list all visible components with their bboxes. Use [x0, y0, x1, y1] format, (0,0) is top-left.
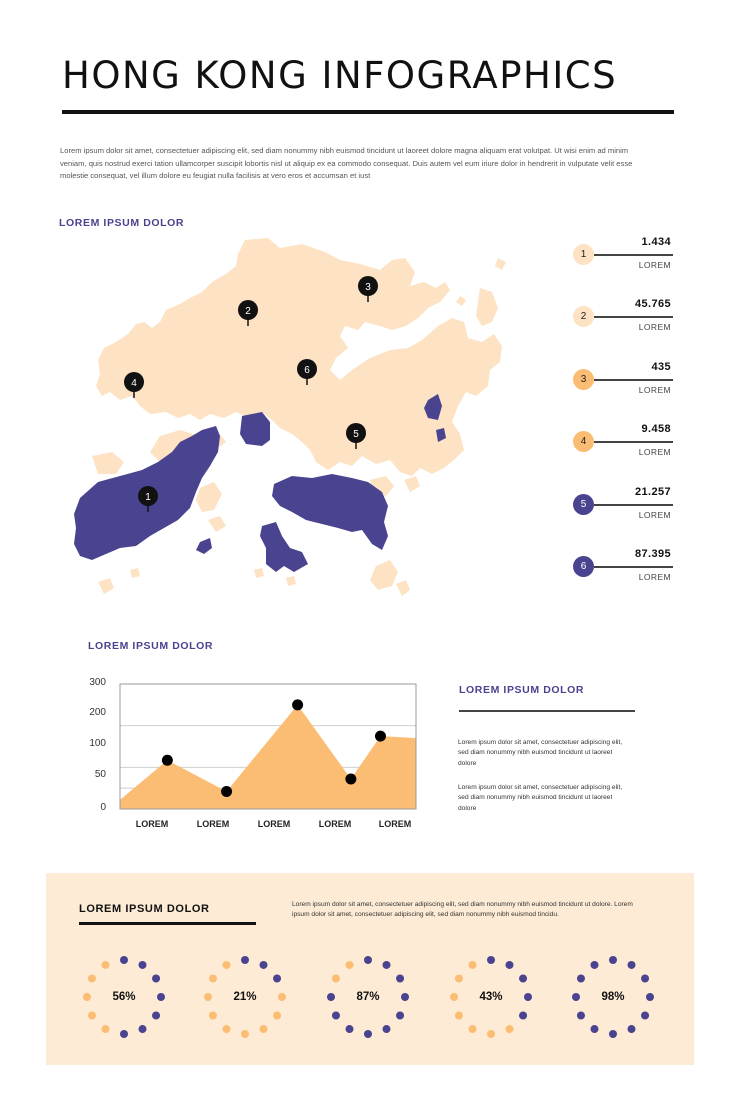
stat-label: LOREM	[638, 385, 671, 395]
intro-paragraph: Lorem ipsum dolor sit amet, consectetuer adipiscing elit, sed diam nonummy nibh euismod tincidunt ut laoreet dolore magna aliquam erat volutpat. Ut wisi enim ad minim veniam, quis nostrud exerci tation ullamcorper suscipit lobortis nisl ut aliquip ex ea commodo consequat. Duis autem vel eum iriure dolor in hendrerit in vulputate velit esse molestie consequat, vel illum dolore eu feugiat nulla facilisis at vero eros et accumsan et iust	[60, 146, 633, 180]
percent-ring-value: 43%	[479, 991, 503, 1003]
x-tick-label: LOREM	[135, 819, 169, 829]
page-title: HONG KONG INFOGRAPHICS	[62, 54, 618, 97]
stat-number-badge: 4	[573, 431, 594, 452]
stat-label: LOREM	[638, 322, 671, 332]
x-tick-label: LOREM	[257, 819, 291, 829]
chart-section-label: LOREM IPSUM DOLOR	[88, 640, 214, 652]
stat-value: 435	[651, 361, 671, 373]
side-divider	[459, 710, 635, 712]
stat-value: 87.395	[634, 548, 671, 560]
stat-row	[573, 361, 673, 401]
chart-data-point	[162, 755, 173, 766]
y-tick-label: 0	[100, 802, 106, 813]
map-section-label: LOREM IPSUM DOLOR	[59, 217, 185, 229]
stat-label: LOREM	[638, 260, 671, 270]
map-pin-5-label: 5	[353, 429, 359, 440]
stat-value: 9.458	[641, 423, 671, 435]
stat-row	[573, 236, 673, 276]
panel-title: LOREM IPSUM DOLOR	[79, 903, 210, 915]
stat-row	[573, 298, 673, 338]
stat-row	[573, 486, 673, 526]
stat-label: LOREM	[638, 447, 671, 457]
stat-divider	[594, 254, 673, 256]
percent-ring-value: 21%	[233, 991, 257, 1003]
map-pin-1-label: 1	[145, 492, 151, 503]
x-tick-label: LOREM	[196, 819, 230, 829]
x-tick-label: LOREM	[318, 819, 352, 829]
stat-divider	[594, 504, 673, 506]
stat-number-badge: 2	[573, 306, 594, 327]
stat-divider	[594, 379, 673, 381]
chart-x-ticks	[136, 819, 412, 829]
stat-row	[573, 423, 673, 463]
y-tick-label: 300	[89, 677, 106, 688]
hong-kong-map	[40, 230, 520, 610]
map-pin-3-label: 3	[365, 282, 371, 293]
stat-value: 45.765	[634, 298, 671, 310]
percent-ring-value: 56%	[112, 991, 136, 1003]
chart-data-point	[375, 731, 386, 742]
percent-ring	[449, 955, 533, 1039]
y-tick-label: 100	[89, 738, 106, 749]
chart-y-ticks	[89, 677, 106, 813]
percent-ring-value: 98%	[601, 991, 625, 1003]
stat-divider	[594, 316, 673, 318]
stat-value: 21.257	[634, 486, 671, 498]
area-chart	[80, 670, 425, 835]
percent-ring	[326, 955, 410, 1039]
stat-number-badge: 3	[573, 369, 594, 390]
stat-label: LOREM	[638, 572, 671, 582]
y-tick-label: 50	[94, 769, 106, 780]
side-paragraph-2: Lorem ipsum dolor sit amet, consectetuer adipiscing elit, sed diam nonummy nibh euismod tincidunt ut laoreet dolore	[458, 784, 623, 812]
percent-ring-value: 87%	[356, 991, 380, 1003]
chart-data-point	[345, 774, 356, 785]
stat-label: LOREM	[638, 510, 671, 520]
stat-value: 1.434	[641, 236, 671, 248]
stat-divider	[594, 566, 673, 568]
y-tick-label: 200	[89, 707, 106, 718]
side-section-title: LOREM IPSUM DOLOR	[459, 684, 585, 696]
percent-ring	[571, 955, 655, 1039]
x-tick-label: LOREM	[378, 819, 412, 829]
map-pin-6-label: 6	[304, 365, 310, 376]
percent-ring	[203, 955, 287, 1039]
percent-ring	[82, 955, 166, 1039]
stat-row	[573, 548, 673, 588]
stat-number-badge: 1	[573, 244, 594, 265]
chart-data-point	[292, 699, 303, 710]
panel-divider	[79, 922, 256, 925]
chart-data-point	[221, 786, 232, 797]
title-divider	[62, 110, 674, 114]
stat-number-badge: 6	[573, 556, 594, 577]
stat-divider	[594, 441, 673, 443]
panel-text: Lorem ipsum dolor sit amet, consectetuer adipiscing elit, sed diam nonummy nibh euismod tincidunt ut dolore. Lorem ipsum dolor sit amet, consectetuer adipiscing elit, sed diam nonummy nibh euismod tincidu.	[292, 901, 633, 919]
side-paragraph-1: Lorem ipsum dolor sit amet, consectetuer adipiscing elit, sed diam nonummy nibh euismod tincidunt ut laoreet dolore	[458, 739, 623, 767]
map-pin-4-label: 4	[131, 378, 137, 389]
mainland-region	[92, 238, 506, 596]
map-pin-2-label: 2	[245, 306, 251, 317]
stat-number-badge: 5	[573, 494, 594, 515]
